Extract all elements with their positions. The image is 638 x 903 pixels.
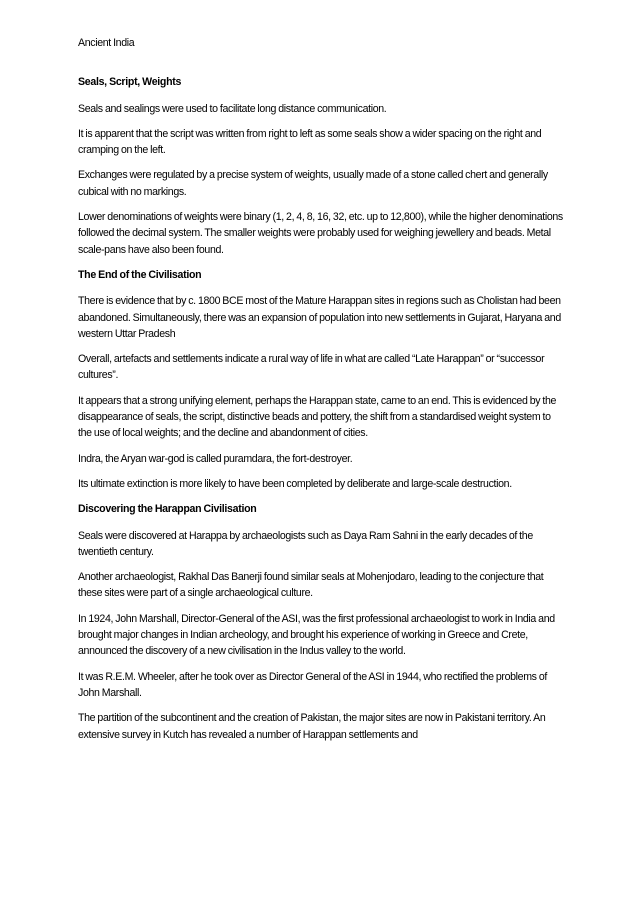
page-content — [78, 35, 564, 752]
paragraph: It was R.E.M. Wheeler, after he took over as Director General of the ASI in 1944, who rectified the problems of John Marshall. — [78, 670, 547, 699]
paragraph: Seals and sealings were used to facilitate long distance communication. — [78, 102, 387, 115]
section-seals-script-weights — [78, 74, 564, 258]
paragraph: There is evidence that by c. 1800 BCE most of the Mature Harappan sites in regions such as Cholistan had been abandoned. Simultaneously, there was an expansion of population into new settlements in Gujarat, Haryana and western Uttar Pradesh — [78, 295, 561, 340]
section-heading: Seals, Script, Weights — [78, 76, 182, 89]
running-header: Ancient India — [78, 37, 135, 49]
paragraph: Overall, artefacts and settlements indicate a rural way of life in what are called “Late Harappan” or “successor cultures”. — [78, 353, 545, 382]
paragraph: Another archaeologist, Rakhal Das Banerji found similar seals at Mohenjodaro, leading to the conjecture that these sites were part of a single archaeological culture. — [78, 571, 544, 600]
section-heading: Discovering the Harappan Civilisation — [78, 503, 257, 516]
paragraph: In 1924, John Marshall, Director-General of the ASI, was the first professional archaeologist to work in India and brought major changes in Indian archeology, and brought his experience of working in Greece and Crete, announced the discovery of a new civilisation in the Indus valley to the world. — [78, 612, 555, 658]
paragraph: Seals were discovered at Harappa by archaeologists such as Daya Ram Sahni in the early decades of the twentieth century. — [78, 529, 533, 558]
section-heading: The End of the Civilisation — [78, 268, 202, 281]
paragraph: Exchanges were regulated by a precise system of weights, usually made of a stone called chert and generally cubical with no markings. — [78, 169, 548, 198]
section-end-of-civilisation — [78, 267, 564, 492]
paragraph: Indra, the Aryan war-god is called puramdara, the fort-destroyer. — [78, 452, 353, 465]
paragraph: The partition of the subcontinent and the creation of Pakistan, the major sites are now in Pakistani territory. An extensive survey in Kutch has revealed a number of Harappan settlements and — [78, 712, 546, 741]
section-discovering-harappan — [78, 501, 564, 743]
paragraph: Its ultimate extinction is more likely to have been completed by deliberate and large-scale destruction. — [78, 477, 512, 490]
paragraph: It is apparent that the script was written from right to left as some seals show a wider spacing on the right and cramping on the left. — [78, 127, 542, 157]
paragraph: It appears that a strong unifying element, perhaps the Harappan state, came to an end. This is evidenced by the disappearance of seals, the script, distinctive beads and pottery, the shift from a standardised weight system to the use of local weights; and the decline and abandonment of cities. — [78, 394, 557, 440]
paragraph: Lower denominations of weights were binary (1, 2, 4, 8, 16, 32, etc. up to 12,800), while the higher denominations followed the decimal system. The smaller weights were probably used for weighing jewellery and beads. Metal scale-pans have also been found. — [78, 211, 563, 256]
